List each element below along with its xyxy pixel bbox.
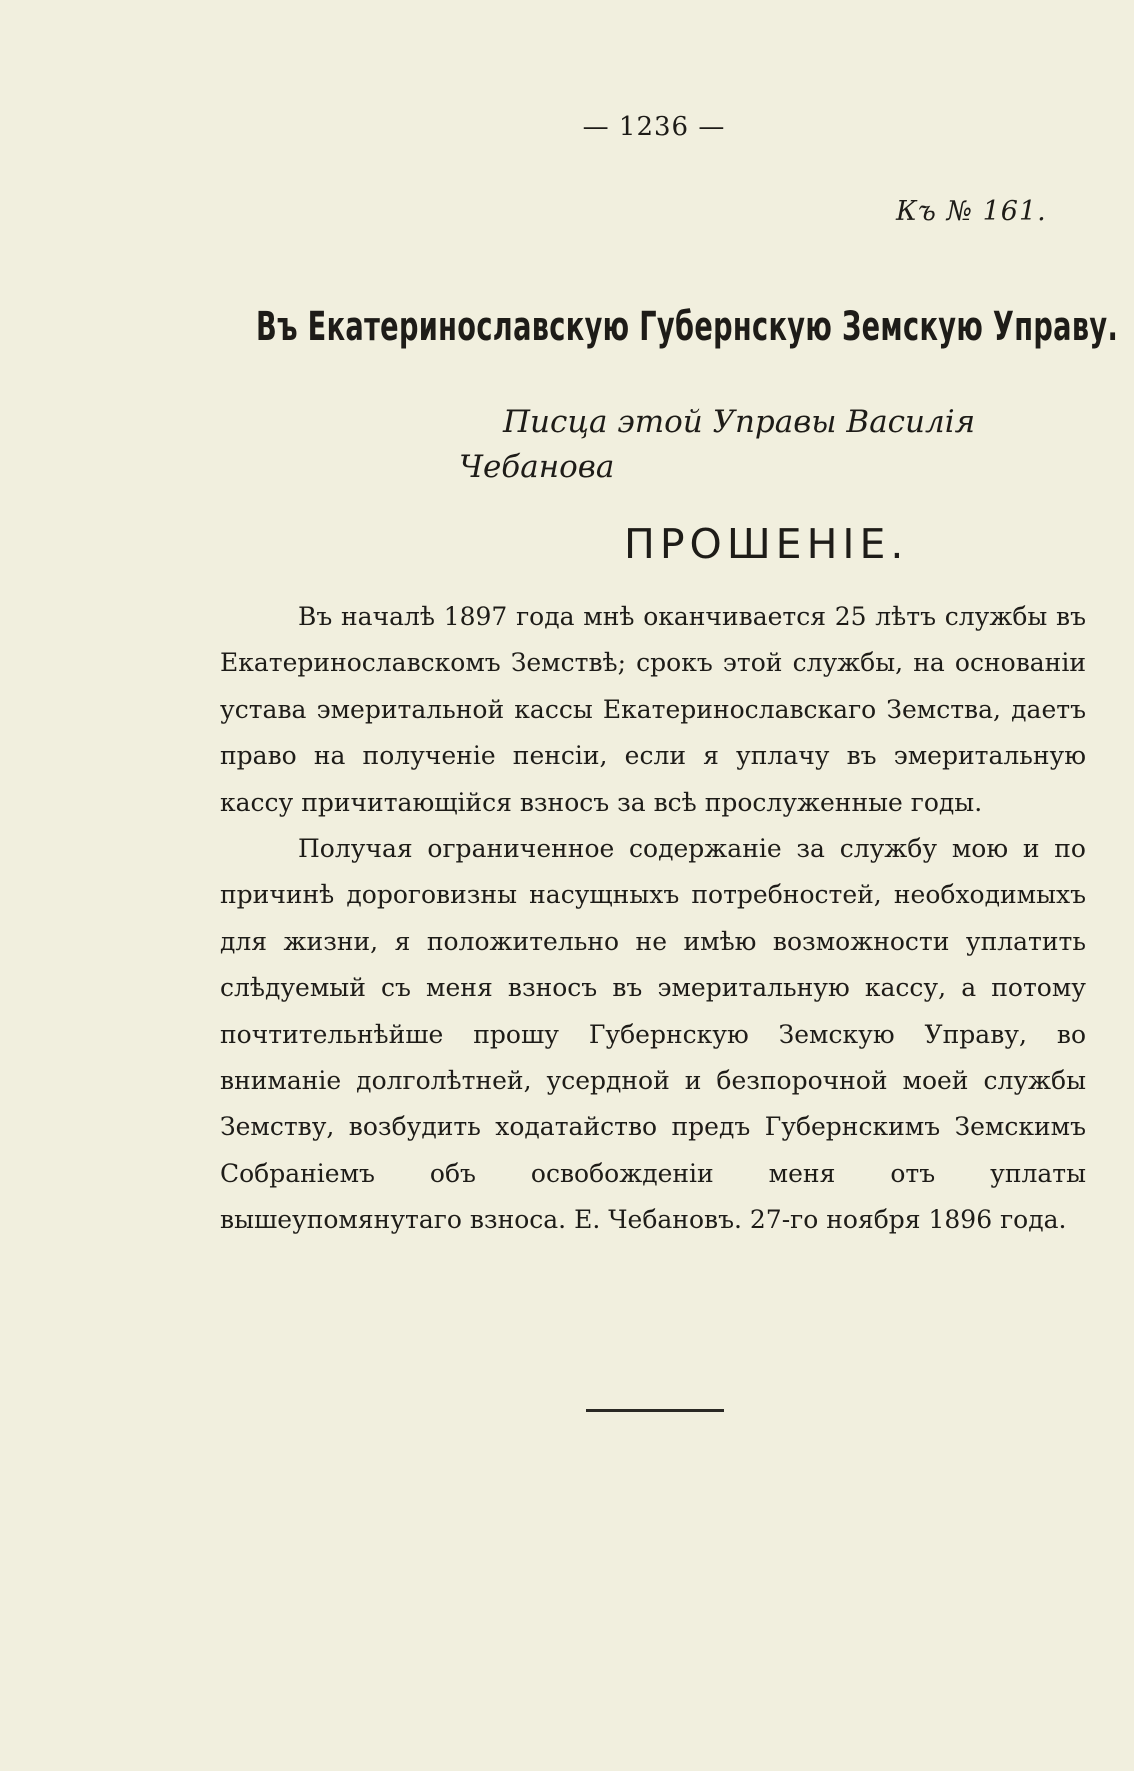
paragraph: Получая ограниченное содержаніе за службу мою и по причинѣ дороговизны насущныхъ потребностей, необходимыхъ для жизни, я положительно не имѣю возможности уплатить слѣдуемый съ меня взносъ въ эмеритальную кассу, а потому почтительнѣйше прошу Губернскую Земскую Управу, во вниманіе долголѣтней, усердной и безпорочной моей службы Земству, возбудить ходатайство предъ Губернскимъ Земскимъ Собраніемъ объ освобожденіи меня отъ уплаты вышеупомянутаго взноса. Е. Чебановъ. 27-го ноября 1896 года. (220, 834, 1086, 1235)
paragraph: Въ началѣ 1897 года мнѣ оканчивается 25 лѣтъ службы въ Екатеринославскомъ Земствѣ; срокъ этой службы, на основаніи устава эмеритальной кассы Екатеринославскаго Земства, даетъ право на полученіе пенсіи, если я уплачу въ эмеритальную кассу причитающійся взносъ за всѣ прослуженные годы. (220, 602, 1086, 817)
sender-line: Писца этой Управы Василія Чебанова (459, 404, 976, 485)
document-reference: Къ № 161. (896, 196, 1047, 227)
closing-rule (586, 1409, 724, 1412)
document-title: ПРОШЕНІЕ. (624, 520, 909, 568)
petition-body (220, 594, 1086, 1244)
addressee-heading: Въ Екатеринославскую Губернскую Земскую Управу. (256, 304, 1119, 350)
page-number: — 1236 — (582, 112, 726, 142)
